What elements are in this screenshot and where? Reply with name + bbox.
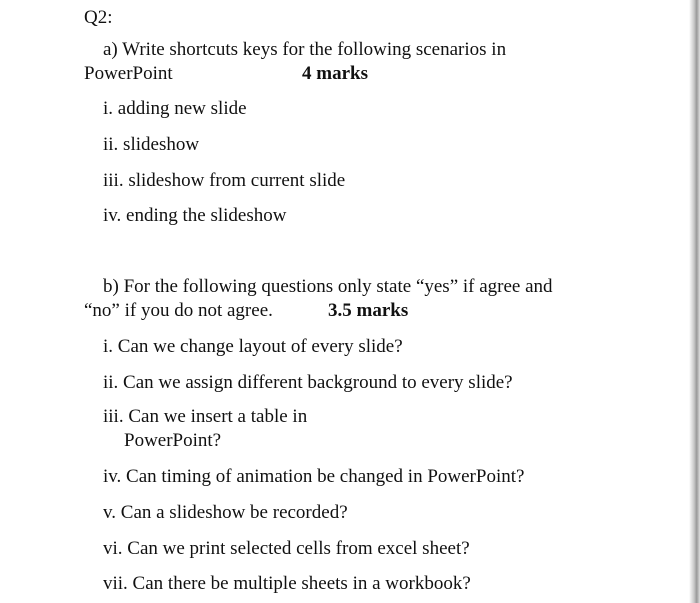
part-b-item: iv. Can timing of animation be changed in PowerPoint? (103, 466, 525, 487)
part-b-intro-line2: “no” if you do not agree. (84, 300, 273, 321)
part-b-intro-line1: b) For the following questions only state “yes” if agree and (103, 276, 553, 297)
part-a-item: iv. ending the slideshow (103, 205, 287, 226)
part-a-item: iii. slideshow from current slide (103, 170, 346, 191)
part-b-item-continuation: PowerPoint? (124, 430, 222, 451)
part-b-item: vii. Can there be multiple sheets in a workbook? (103, 573, 471, 594)
page-edge-shadow (689, 0, 700, 603)
part-b-marks: 3.5 marks (328, 300, 409, 321)
part-a-item: i. adding new slide (103, 98, 247, 119)
part-b-item: vi. Can we print selected cells from excel sheet? (103, 538, 470, 559)
part-b-item: v. Can a slideshow be recorded? (103, 502, 348, 523)
part-a-intro-line1: a) Write shortcuts keys for the following scenarios in (103, 39, 507, 60)
part-a-marks: 4 marks (302, 63, 368, 84)
part-a-intro-line2: PowerPoint (84, 63, 173, 84)
part-a-item: ii. slideshow (103, 134, 200, 155)
part-b-item: ii. Can we assign different background to every slide? (103, 372, 513, 393)
part-b-item: i. Can we change layout of every slide? (103, 336, 403, 357)
part-b-item: iii. Can we insert a table in (103, 406, 308, 427)
question-number: Q2: (84, 7, 113, 28)
